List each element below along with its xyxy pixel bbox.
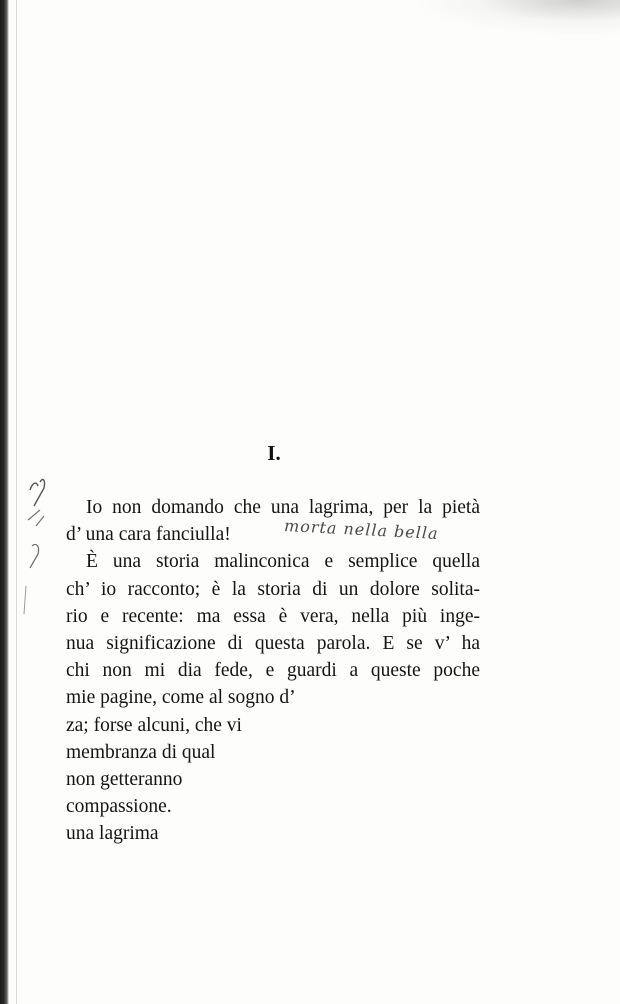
text-line-7: chi non mi dia fede, e guardi a queste poche <box>66 660 480 682</box>
text-line-8: mie pagine, come al sogno d’ <box>66 687 296 709</box>
text-line-13: una lagrima <box>66 823 159 845</box>
text-line-11: non getteranno <box>66 768 183 790</box>
scan-smudge <box>420 0 620 34</box>
text-line-5: rio e recente: ma essa è vera, nella più inge- <box>66 605 480 627</box>
chapter-text <box>66 494 486 847</box>
text-line-2: d’ una cara fanciulla! <box>66 524 231 546</box>
margin-pencil-marks <box>22 476 72 616</box>
text-line-9: za; forse alcuni, che vi <box>66 714 242 736</box>
text-line-10: membranza di qual <box>66 741 216 763</box>
text-line-12: compassione. <box>66 796 172 818</box>
handwritten-annotation: morta nella bella <box>283 515 440 544</box>
gutter-line <box>16 0 17 1004</box>
text-line-6: nua significazione di questa parola. E se v’ ha <box>66 632 480 654</box>
chapter-numeral: I. <box>267 441 281 465</box>
text-line-1: Io non domando che una lagrima, per la pietà <box>86 497 480 518</box>
page-binding-edge <box>0 0 9 1004</box>
text-line-3: È una storia malinconica e semplice quella <box>86 551 480 573</box>
text-line-4: ch’ io racconto; è la storia di un dolore solita- <box>66 578 480 600</box>
